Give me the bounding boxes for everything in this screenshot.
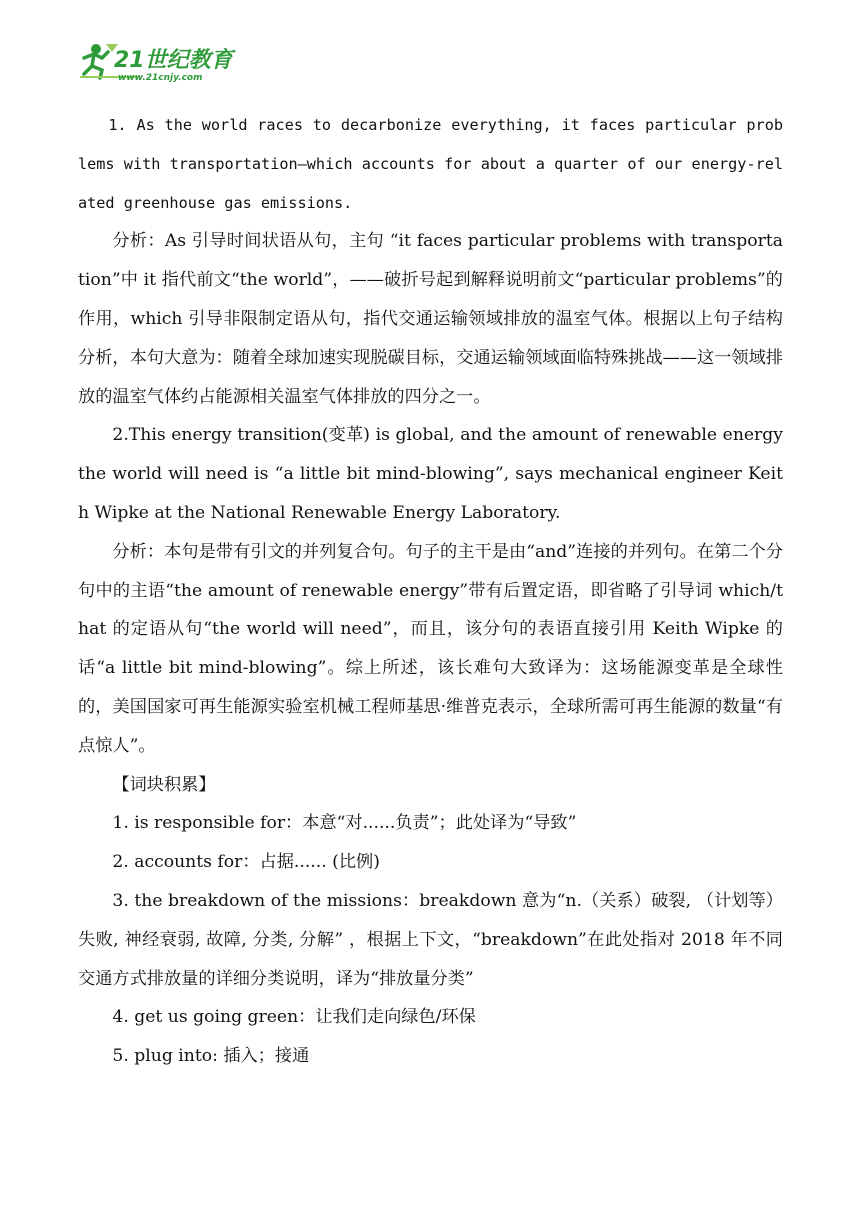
vocab-item-3: 3. the breakdown of the missions：breakdown 意为“n.（关系）破裂, （计划等）失败, 神经衰弱, 故障, 分类, 分解” ，根据上下文，“breakdown”在此处指对 2018 年不同交通方式排放量的详细分类说明，译为“排放量分类” — [78, 890, 783, 989]
sentence-2: 2.This energy transition(变革) is global, and the amount of renewable energy the world will need is “a little bit mind-blowing”, says mechanical engineer Keith Wipke at the National Renewable Energy Laboratory. — [78, 425, 783, 523]
logo — [78, 40, 248, 82]
logo-runner-icon — [78, 40, 248, 82]
vocab-item-5: 5. plug into: 插入；接通 — [112, 1046, 310, 1067]
vocab-item-2: 2. accounts for：占据...... (比例) — [112, 852, 380, 873]
sentence-1: 1. As the world races to decarbonize everything, it faces particular problems with transportation—which accounts for about a quarter of our energy-related greenhouse gas emissions. — [78, 116, 783, 212]
vocab-item-4: 4. get us going green：让我们走向绿色/环保 — [112, 1007, 476, 1028]
analysis-1: 分析：As 引导时间状语从句，主句 “it faces particular problems with transportation”中 it 指代前文“the world”，——破折号起到解释说明前文“particular problems”的作用，which 引导非限制定语从句，指代交通运输领域排放的温室气体。根据以上句子结构分析，本句大意为：随着全球加速实现脱碳目标，交通运输领域面临特殊挑战——这一领域排放的温室气体约占能源相关温室气体排放的四分之一。 — [78, 231, 783, 407]
document-body — [78, 106, 783, 1076]
vocab-heading: 【词块积累】 — [112, 774, 216, 795]
analysis-2: 分析：本句是带有引文的并列复合句。句子的主干是由“and”连接的并列句。在第二个分句中的主语“the amount of renewable energy”带有后置定语，即省略了引导词 which/that 的定语从句“the world will need”，而且，该分句的表语直接引用 Keith Wipke 的话“a little bit mind-blowing”。综上所述，该长难句大致译为：这场能源变革是全球性的，美国国家可再生能源实验室机械工程师基思·维普克表示，全球所需可再生能源的数量“有点惊人”。 — [78, 541, 783, 756]
logo-url-text: www.21cnjy.com — [118, 73, 203, 82]
logo-brand-text: 21世纪教育 — [114, 48, 233, 73]
vocab-item-1: 1. is responsible for：本意“对......负责”；此处译为“导致” — [112, 813, 577, 834]
